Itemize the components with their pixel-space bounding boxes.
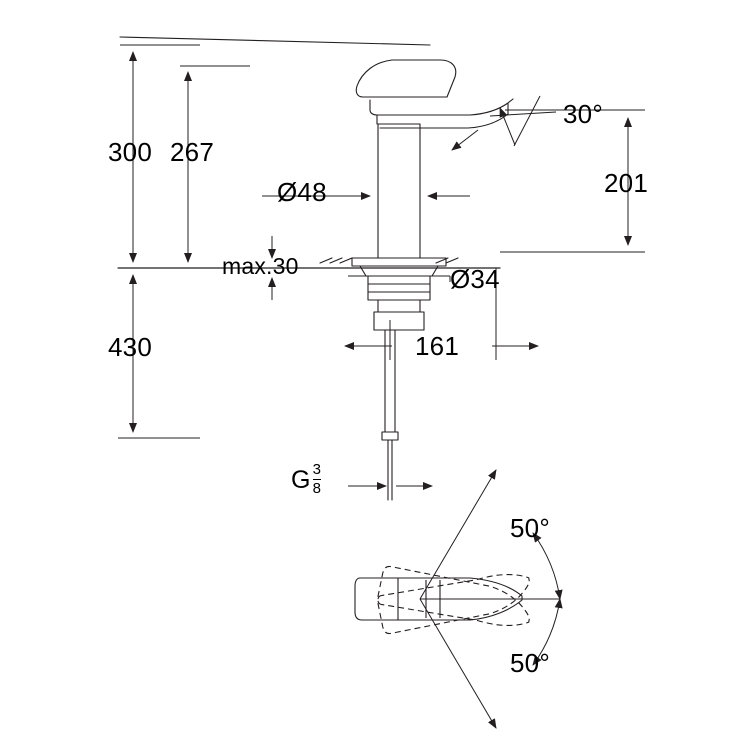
label-max-thickness: max.30 (222, 253, 299, 279)
label-height-spout: 267 (170, 137, 214, 167)
thread-fraction (313, 462, 322, 497)
thread-prefix: G (291, 465, 311, 494)
label-swivel-left: 50° (510, 513, 550, 543)
label-base-diameter: Ø34 (450, 264, 500, 294)
thread-denominator: 8 (312, 479, 322, 497)
label-thread-size (291, 463, 321, 498)
label-reach-height: 201 (604, 168, 648, 198)
label-body-diameter: Ø48 (277, 177, 327, 207)
label-overall-length: 430 (108, 332, 152, 362)
label-swivel-right: 50° (510, 648, 550, 678)
label-angle-spout: 30° (563, 99, 603, 129)
thread-numerator: 3 (312, 461, 322, 478)
label-projection: 161 (415, 331, 459, 361)
label-height-total: 300 (108, 137, 152, 167)
swivel-plan-view (355, 470, 560, 728)
